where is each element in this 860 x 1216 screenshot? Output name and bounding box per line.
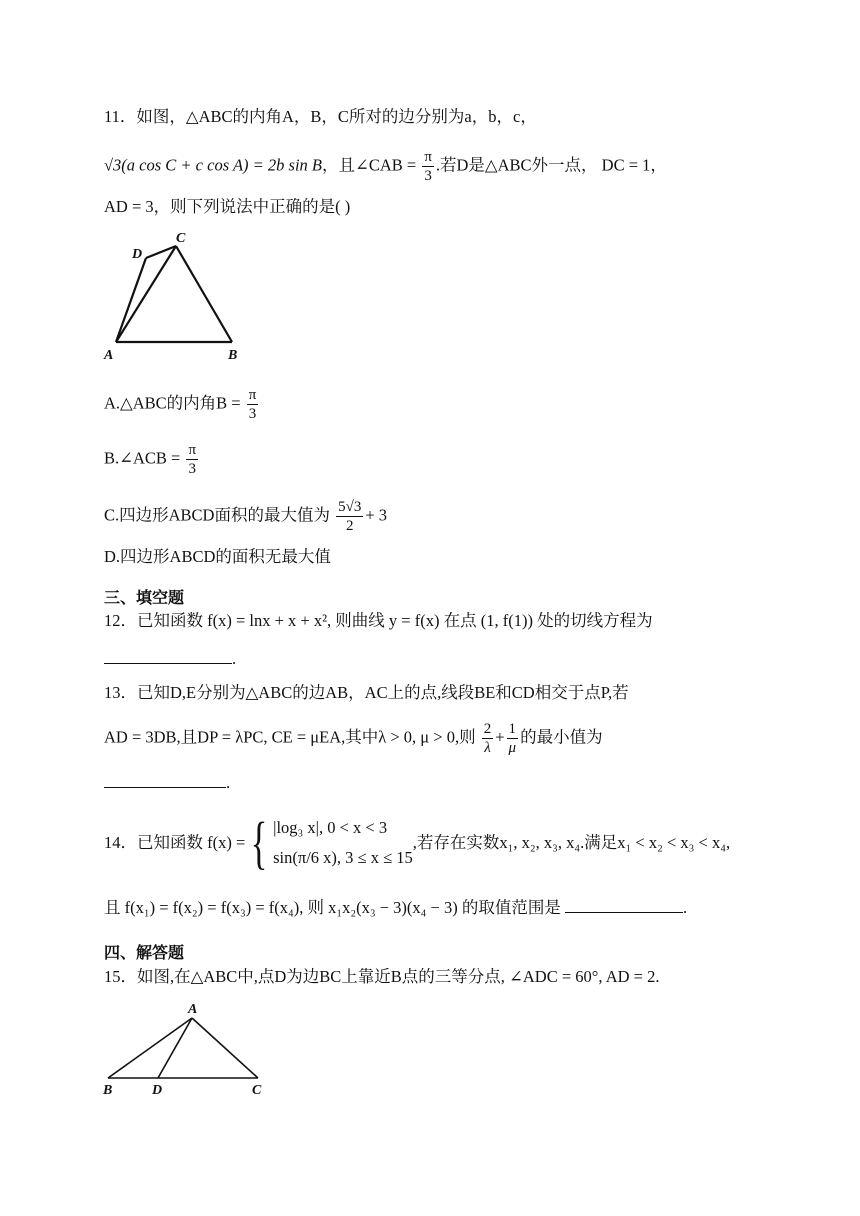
q11-option-d: D.四边形ABCD的面积无最大值 xyxy=(104,547,331,566)
edge-ad xyxy=(158,1018,192,1078)
q11-line3: AD = 3，则下列说法中正确的是( ) xyxy=(104,197,351,216)
label-B: B xyxy=(228,348,238,363)
q13-line2: AD = 3DB,且DP = λPC, CE = μEA,其中λ > 0, μ > 0,则 $\frac{2}{\lambda}$ + $\frac{1}{\mu}$ 的最小值为 xyxy=(104,721,603,756)
edge-ac xyxy=(192,1018,258,1078)
q11-line1: 11．如图，△ABC的内角A，B，C所对的边分别为a，b，c， xyxy=(104,107,537,126)
label-D: D xyxy=(132,247,143,262)
q11-figure xyxy=(100,226,260,366)
q14-line2: 且 f(x₁) = f(x₂) = f(x₃) = f(x₄), 则 x₁x₂(x₃ − 3)(x₄ − 3) 的取值范围是 . xyxy=(104,898,688,917)
q13-line1: 13．已知D,E分别为△ABC的边AB，AC上的点,线段BE和CD相交于点P,若 xyxy=(104,683,629,702)
label-A: A xyxy=(104,348,114,363)
edge-cb xyxy=(176,246,232,342)
q12-text: 12．已知函数 f(x) = lnx + x + x², 则曲线 y = f(x) 在点 (1, f(1)) 处的切线方程为 xyxy=(104,611,653,630)
edge-ba xyxy=(108,1018,192,1078)
q14-line1: 14．已知函数 f(x) = { |log₃ x|, 0 < x < 3 sin(π/6 x), 3 ≤ x ≤ 15 ,若存在实数x₁, x₂, x₃, x₄.满足x₁ < x₂ < x₃ < x₄, xyxy=(104,810,731,875)
label-A: A xyxy=(188,1002,198,1017)
q13-blank[interactable] xyxy=(104,773,226,788)
q11-line2: √3(a cos C + c cos A) = 2b sin B，且∠CAB = $\frac{\pi}{3}$ .若D是△ABC外一点， DC = 1， xyxy=(104,149,667,184)
pi-over-3: $\frac{\pi}{3}$ xyxy=(424,149,432,184)
q12-answer-line: . xyxy=(104,648,236,670)
q15-text: 15．如图,在△ABC中,点D为边BC上靠近B点的三等分点, ∠ADC = 60°, AD = 2. xyxy=(104,967,660,986)
q13-answer-line: . xyxy=(104,772,230,794)
q11-option-c: C.四边形ABCD面积的最大值为 $\frac{5√3}{2}$ + 3 xyxy=(104,499,388,534)
q15-figure xyxy=(98,1000,278,1100)
section-fill-in-title: 三、填空题 xyxy=(104,588,185,607)
label-B: B xyxy=(103,1083,113,1098)
label-C: C xyxy=(176,231,186,246)
section-answer-title: 四、解答题 xyxy=(104,943,185,962)
q11-option-a: A.△ABC的内角B = $\frac{\pi}{3}$ xyxy=(104,387,257,422)
q14-blank[interactable] xyxy=(565,898,683,913)
label-D: D xyxy=(152,1083,163,1098)
q11-option-b: B.∠ACB = $\frac{\pi}{3}$ xyxy=(104,442,197,477)
q12-blank[interactable] xyxy=(104,649,232,664)
q14-piecewise: |log₃ x|, 0 < x < 3 sin(π/6 x), 3 ≤ x ≤ 15 xyxy=(273,818,413,867)
brace-icon: { xyxy=(250,810,268,875)
label-C: C xyxy=(252,1083,262,1098)
